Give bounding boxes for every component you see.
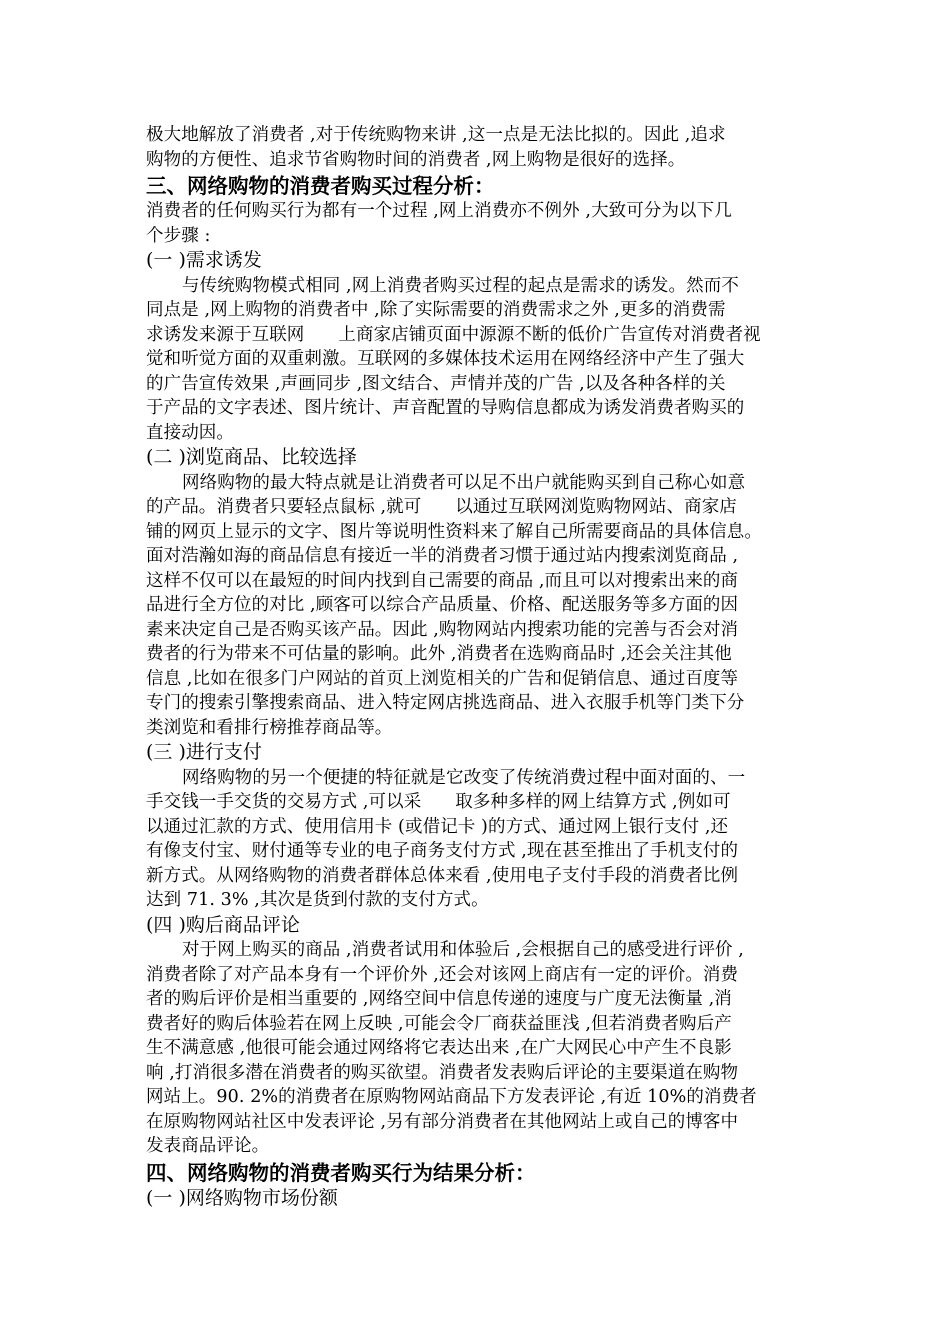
text-line: 者的购后评价是相当重要的 ,网络空间中信息传递的速度与广度无法衡量 ,消 (146, 989, 732, 1009)
text-line: 与传统购物模式相同 ,网上消费者购买过程的起点是需求的诱发。然而不 (182, 275, 739, 296)
text-line: 类浏览和看排行榜推荐商品等。 (146, 717, 393, 738)
text-line: 生不满意感 ,他很可能会通过网络将它表达出来 ,在广大网民心中产生不良影 (146, 1038, 732, 1058)
text-line: 新方式。从网络购物的消费者群体总体来看 ,使用电子支付手段的消费者比例 (146, 865, 739, 886)
step4-paragraph (146, 938, 816, 1159)
document-page (146, 123, 816, 1211)
text-line: 的广告宣传效果 ,声画同步 ,图文结合、声情并茂的广告 ,以及各种各样的关 (146, 373, 726, 394)
text-line: 求诱发来源于互联网 上商家店铺页面中源源不断的低价广告宣传对消费者视 (146, 324, 761, 345)
text-line: 信息 ,比如在很多门户网站的首页上浏览相关的广告和促销信息、通过百度等 (146, 668, 739, 689)
text-line: 购物的方便性、追求节省购物时间的消费者 ,网上购物是很好的选择。 (146, 149, 686, 170)
text-line: 对于网上购买的商品 ,消费者试用和体验后 ,会根据自己的感受进行评价 , (182, 940, 744, 960)
text-line: 消费者的任何购买行为都有一个过程 ,网上消费亦不例外 ,大致可分为以下几 (146, 201, 732, 221)
text-line: 达到 71. 3% ,其次是货到付款的支付方式。 (146, 890, 489, 910)
text-line: 铺的网页上显示的文字、图片等说明性资料来了解自己所需要商品的具体信息。 (146, 521, 762, 542)
text-line: 觉和听觉方面的双重刺激。互联网的多媒体技术运用在网络经济中产生了强大 (146, 349, 745, 369)
text-line: 的产品。消费者只要轻点鼠标 ,就可 以通过互联网浏览购物网站、商家店 (146, 497, 737, 517)
text-line: 消费者除了对产品本身有一个评价外 ,还会对该网上商店有一定的评价。消费 (146, 964, 739, 985)
text-line: 同点是 ,网上购物的消费者中 ,除了实际需要的消费需求之外 ,更多的消费需 (146, 300, 726, 320)
text-line: 面对浩瀚如海的商品信息有接近一半的消费者习惯于通过站内搜索浏览商品 , (146, 546, 739, 566)
text-line: 网络购物的另一个便捷的特征就是它改变了传统消费过程中面对面的、一 (182, 767, 746, 788)
text-line: 于产品的文字表述、图片统计、声音配置的导购信息都成为诱发消费者购买的 (146, 398, 745, 418)
text-line: 费者的行为带来不可估量的影响。此外 ,消费者在选购商品时 ,还会关注其他 (146, 644, 732, 664)
text-line: 以通过汇款的方式、使用信用卡 (或借记卡 )的方式、通过网上银行支付 ,还 (146, 816, 729, 837)
intro-paragraph (146, 123, 816, 172)
text-line: 这样不仅可以在最短的时间内找到自己需要的商品 ,而且可以对搜索出来的商 (146, 570, 739, 591)
step-heading-2: (二 )浏览商品、比较选择 (146, 446, 357, 468)
step-heading-4: (四 )购后商品评论 (146, 913, 300, 936)
step-heading-1: (一 )需求诱发 (146, 249, 262, 271)
text-line: 品进行全方位的对比 ,顾客可以综合产品质量、价格、配送服务等多方面的因 (146, 595, 739, 615)
step3-paragraph (146, 766, 816, 913)
text-line: 素来决定自己是否购买该产品。因此 ,购物网站内搜索功能的完善与否会对消 (146, 619, 739, 640)
text-line: 发表商品评论。 (146, 1136, 270, 1156)
text-line: 极大地解放了消费者 ,对于传统购物来讲 ,这一点是无法比拟的。因此 ,追求 (146, 125, 726, 145)
step2-paragraph (146, 471, 816, 741)
text-line: 有像支付宝、财付通等专业的电子商务支付方式 ,现在甚至推出了手机支付的 (146, 841, 739, 861)
text-line: 手交钱一手交货的交易方式 ,可以采 取多种多样的网上结算方式 ,例如可 (146, 792, 731, 812)
subsection-heading-4-1: (一 )网络购物市场份额 (146, 1186, 338, 1209)
text-line: 直接动因。 (146, 422, 234, 443)
text-line: 在原购物网站社区中发表评论 ,另有部分消费者在其他网站上或自己的博客中 (146, 1111, 739, 1132)
text-line: 响 ,打消很多潜在消费者的购买欲望。消费者发表购后评论的主要渠道在购物 (146, 1062, 739, 1083)
text-line: 专门的搜索引擎搜索商品、进入特定网店挑选商品、进入衣服手机等门类下分 (146, 693, 745, 713)
text-line: 费者好的购后体验若在网上反映 ,可能会令厂商获益匪浅 ,但若消费者购后产 (146, 1013, 732, 1034)
step1-paragraph (146, 274, 816, 446)
section-heading-3: 三、网络购物的消费者购买过程分析： (146, 174, 495, 198)
text-line: 个步骤 : (146, 225, 211, 246)
section3-intro-paragraph (146, 199, 816, 248)
section-heading-4: 四、网络购物的消费者购买行为结果分析： (146, 1160, 536, 1185)
step-heading-3: (三 )进行支付 (146, 741, 262, 763)
text-line: 网络购物的最大特点就是让消费者可以足不出户就能购买到自己称心如意 (182, 472, 746, 493)
text-line: 网站上。90. 2%的消费者在原购物网站商品下方发表评论 ,有近 10%的消费者 (146, 1087, 757, 1107)
